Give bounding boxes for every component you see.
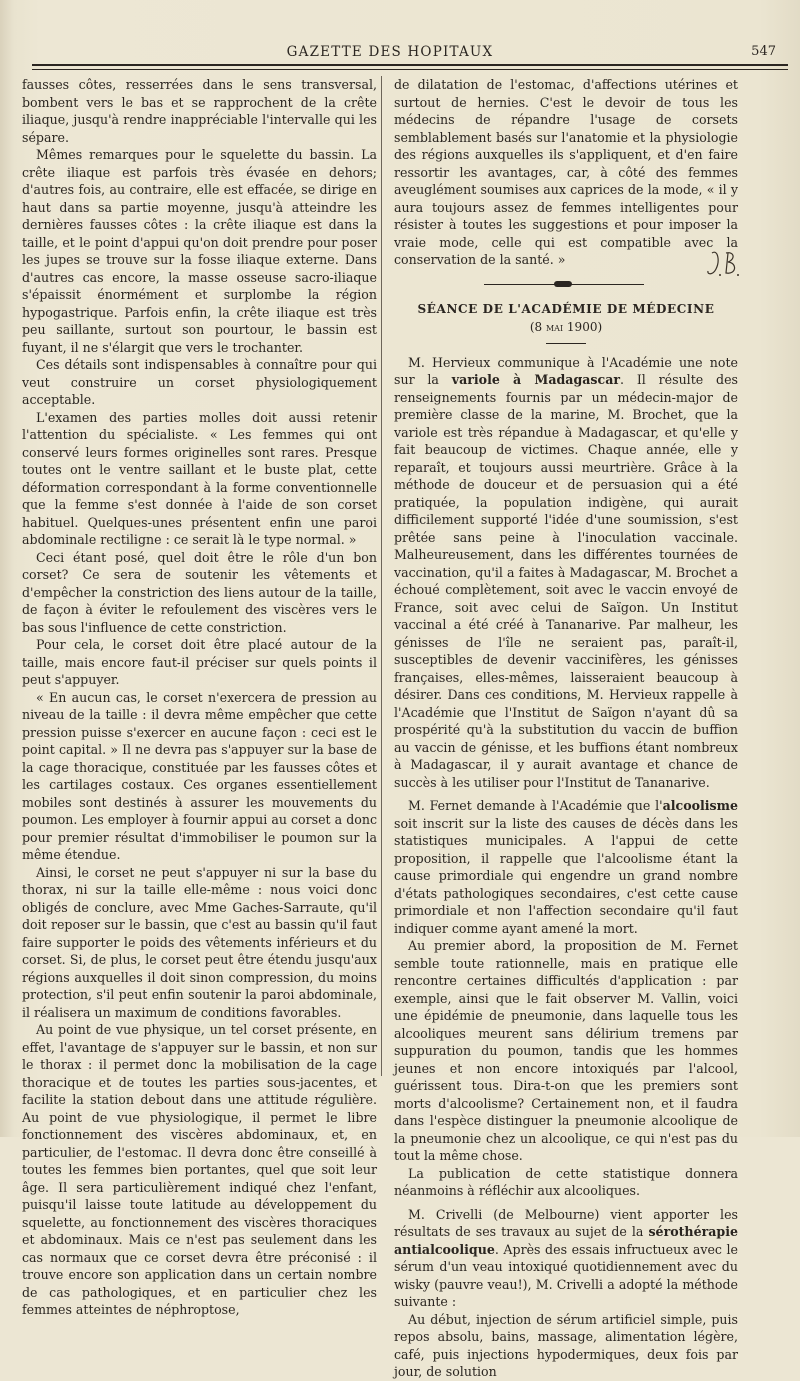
header-double-rule [32,64,788,70]
paragraph: M. Fernet demande à l'Académie que l'alcoolisme soit inscrit sur la liste des causes de décès dans les statistiques municipales. A l'appui de cette proposition, il rappelle que l'alcoolisme étant la cause primordiale qui engendre un grand nombre d'états pathologiques secondaires, c'est cette cause primordiale et non l'affection secondaire qu'il faut indiquer comme ayant amené la mort. [394,798,738,936]
paragraph: Ainsi, le corset ne peut s'appuyer ni sur la base du thorax, ni sur la taille elle-même : nous voici donc obligés de conclure, avec Mme Gaches-Sarraute, qu'il doit reposer sur le bassin, que c'est au bassin qu'il faut faire supporter le poids des vêtements inférieurs et du corset. Si, de plus, le corset peut être étendu jusqu'aux régions auxquelles il doit sinon compression, du moins protection, s'il peut enfin soutenir la paroi abdominale, il réalisera un maximum de conditions favorables. [22,864,377,1020]
paragraph: Ces détails sont indispensables à connaître pour qui veut construire un corset physiologiquement acceptable. [22,357,377,407]
paragraph: « En aucun cas, le corset n'exercera de pression au niveau de la taille : il devra même empêcher que cette pression puisse s'exercer en aucune façon : ceci est le point capital. » Il ne devra pas s'appuyer sur la base de la cage thoracique, constituée par les fausses côtes et les cartilages costaux. Ces organes essentiellement mobiles sont destinés à assurer les mouvements du poumon. Les employer à fournir appui au corset a donc pour premier résultat d'immobiliser le poumon sur la même étendue. [22,689,377,862]
paragraph: L'examen des parties molles doit aussi retenir l'attention du spécialiste. « Les femmes qui ont conservé leurs formes originelles sont rares. Presque toutes ont le ventre saillant et le buste plat, cette déformation correspondant à la forme conventionnelle que la femme s'est donnée à l'aide de son corset habituel. Quelques-unes présentent enfin une paroi abdominale rectiligne : ce serait là le type normal. » [22,409,377,547]
paragraph: Pour cela, le corset doit être placé autour de la taille, mais encore faut-il préciser sur quels points il peut s'appuyer. [22,637,377,687]
paragraph: de dilatation de l'estomac, d'affections utérines et surtout de hernies. C'est le devoir de tous les médecins de répandre l'usage de corsets semblablement basés sur l'anatomie et la physiologie des régions auxquelles ils s'appliquent, et d'en faire ressortir les avantages, car, à côté des femmes aveuglément soumises aux caprices de la mode, « il y aura toujours assez de femmes intelligentes pour résister à toutes les suggestions et pour imposer la vraie mode, celle qui est compatible avec la conservation de la santé. » [394,77,738,267]
page-number: 547 [751,44,776,59]
short-rule [546,343,586,344]
paragraph: La publication de cette statistique donnera néanmoins à réfléchir aux alcooliques. [394,1165,738,1198]
paragraph: fausses côtes, resserrées dans le sens transversal, bombent vers le bas et se rapprochent de la crête iliaque, jusqu'à rendre inappréciable l'intervalle qui les sépare. [22,77,377,145]
signature-initials [704,247,744,285]
paragraph: Au premier abord, la proposition de M. Fernet semble toute rationnelle, mais en pratique elle rencontre certaines difficultés d'application : par exemple, ainsi que le fait observer M. Vallin, voici une épidémie de pneumonie, dans laquelle tous les alcooliques meurent sans délirium tremens par suppuration du poumon, tandis que les hommes jeunes et non encore intoxiqués par l'alcool, guérissent tous. Dira-t-on que les premiers sont morts d'alcoolisme? Certainement non, et il faudra dans l'espèce distinguer la pneumonie alcoolique de la pneumonie chez un alcoolique, ce qui n'est pas du tout la même chose. [394,938,738,1163]
paragraph: Au point de vue physique, un tel corset présente, en effet, l'avantage de s'appuyer sur le bassin, et non sur le thorax : il permet donc la mobilisation de la cage thoracique et de toutes les parties sous-jacentes, et facilite la station debout dans une attitude régulière. Au point de vue physiologique, il permet le libre fonctionnement des viscères abdominaux, et, en particulier, de l'estomac. Il devra donc être conseillé à toutes les femmes bien portantes, quel que soit leur âge. Il sera particulièrement indiqué chez l'enfant, puisqu'il laisse toute latitude au développement du squelette, au fonctionnement des viscères thoraciques et abdominaux. Mais ce n'est pas seulement dans les cas normaux que ce corset devra être préconisé : il trouve encore son application dans un certain nombre de cas pathologiques, et en particulier chez les femmes atteintes de néphroptose, [22,1022,377,1317]
paragraph: M. Crivelli (de Melbourne) vient apporter les résultats de ses travaux au sujet de la sérothérapie antialcoolique. Après des essais infructueux avec le sérum d'un veau intoxiqué quotidiennement avec du wisky (pauvre veau!), M. Crivelli a adopté la méthode suivante : [394,1206,738,1309]
bold-term: sérothérapie antialcoolique [394,1224,738,1257]
paragraph: Ceci étant posé, quel doit être le rôle d'un bon corset? Ce sera de soutenir les vêtements et d'empêcher la constriction des liens autour de la taille, de façon à éviter le refoulement des viscères vers le bas sous l'influence de cette constriction. [22,549,377,635]
section-date: (8 mai 1900) [529,320,603,334]
paragraph: Mêmes remarques pour le squelette du bassin. La crête iliaque est parfois très évasée en dehors; d'autres fois, au contraire, elle est effacée, se dirige en haut dans sa partie moyenne, jusqu'à atteindre les dernières fausses côtes : la crête iliaque est dans la taille, et le point d'appui qu'on doit prendre pour poser les jupes se trouve sur la fosse iliaque externe. Dans d'autres cas encore, la masse osseuse sacro-iliaque s'épaissit énormément et surplombe la région hypogastrique. Parfois enfin, la crête iliaque est très peu saillante, surtout son pourtour, le bassin est fuyant, il ne s'élargit que vers le trochanter. [22,147,377,355]
column-divider [381,76,382,1076]
paragraph: Au début, injection de sérum artificiel simple, puis repos absolu, bains, massage, alimentation légère, café, puis injections hypodermiques, deux fois par jour, de solution [394,1311,738,1379]
bold-term: variole à Madagascar [451,372,620,387]
section-title: SÉANCE DE L'ACADÉMIE DE MÉDECINE [417,301,715,316]
paragraph: M. Hervieux communique à l'Académie une note sur la variole à Madagascar. Il résulte des renseignements fournis par un médecin-major de première classe de la marine, M. Brochet, que la variole est très répandue à Madagascar, et qu'elle y fait beaucoup de victimes. Chaque année, elle y reparaît, et toujours aussi meurtrière. Grâce à la méthode de douceur et de persuasion qui a été pratiquée, la population indigène, qui aurait difficilement supporté l'idée d'une soumission, s'est prêtée sans peine à l'inoculation vaccinale. Malheureusement, dans les différentes tournées de vaccination, qu'il a faites à Madagascar, M. Brochet a échoué complètement, soit avec le vaccin envoyé de France, soit avec celui de Saïgon. Un Institut vaccinal a été créé à Tananarive. Par malheur, les génisses de l'île ne seraient pas, paraît-il, susceptibles de devenir vaccinifères, les génisses françaises, elles-mêmes, laisseraient beaucoup à désirer. Dans ces conditions, M. Hervieux rappelle à l'Académie que l'Institut de Saïgon n'ayant dû sa prospérité qu'à la substitution du vaccin de buffion au vaccin de génisse, et les buffions étant nombreux à Madagascar, il y aurait avantage et chance de succès à les utiliser pour l'Institut de Tananarive. [394,354,739,790]
bold-term: alcoolisme [662,798,738,813]
section-ornament [394,279,738,291]
right-column [394,76,738,1381]
running-head [0,44,800,64]
running-title: GAZETTE DES HOPITAUX [286,44,494,60]
left-column [22,76,377,1319]
